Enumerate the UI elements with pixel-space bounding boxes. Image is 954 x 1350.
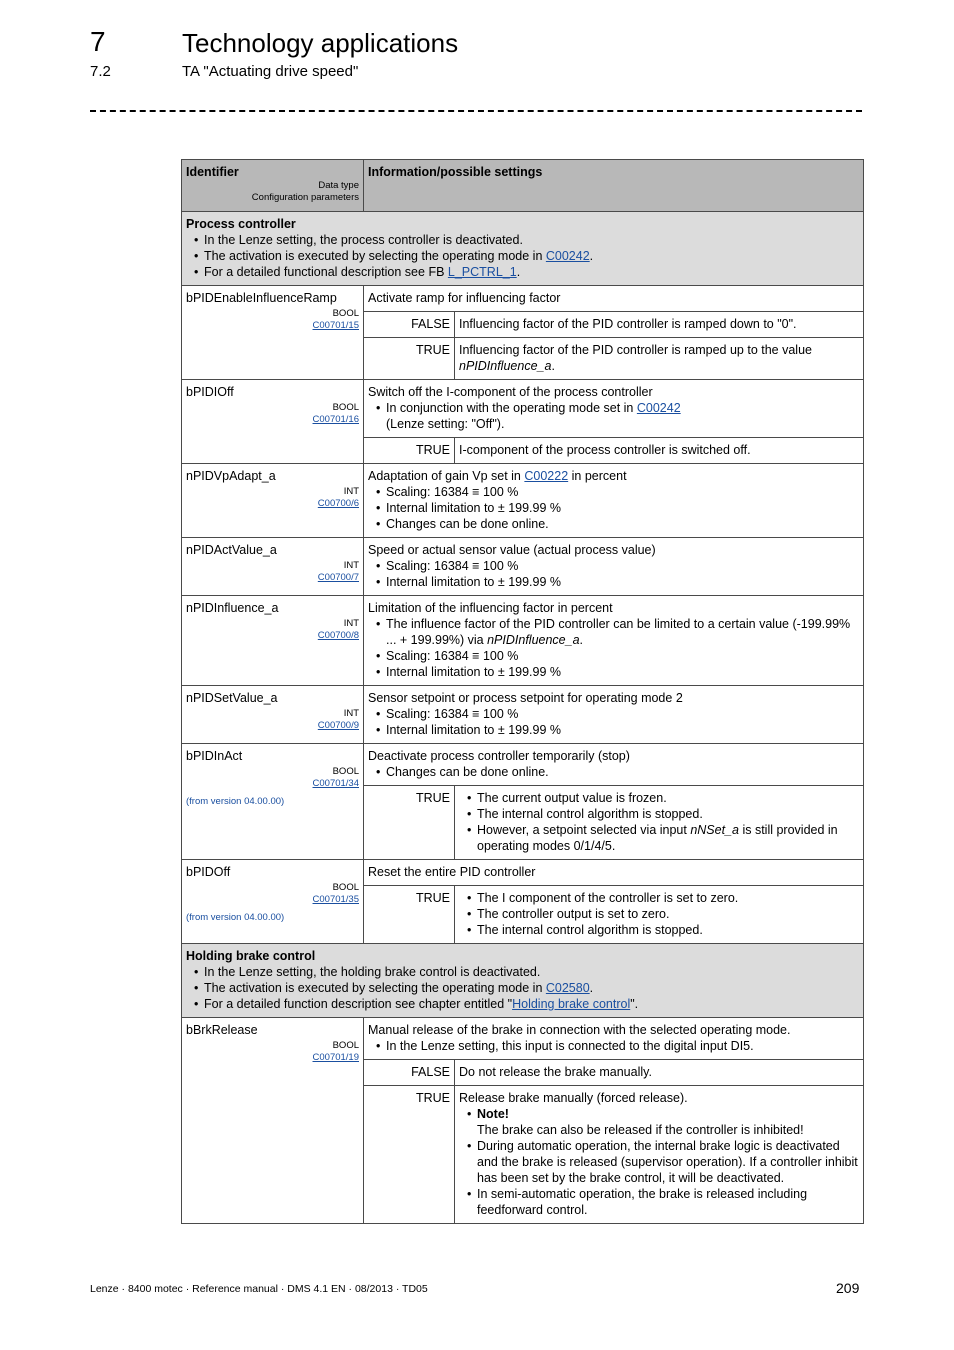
list-item: • Internal limitation to ± 199.99 %	[386, 574, 859, 590]
list-item: • Scaling: 16384 ≡ 100 %	[386, 706, 859, 722]
list-item: • The internal control algorithm is stopped.	[477, 806, 859, 822]
text: The influence factor of the PID controller can be limited to a certain value (-199.99% ... + 199.99%) via	[386, 617, 851, 647]
text: .	[551, 359, 555, 373]
identifier-cell	[182, 538, 364, 596]
text: In conjunction with the operating mode set in	[386, 401, 637, 415]
table-row	[182, 596, 864, 686]
table-header-row	[182, 160, 864, 212]
identifier-name: nPIDVpAdapt_a	[186, 469, 276, 483]
text: .	[589, 249, 594, 263]
description-text	[368, 468, 859, 484]
description-cell	[364, 744, 864, 786]
table-row	[182, 1018, 864, 1060]
bullet-list	[459, 1106, 859, 1218]
list-item: • In the Lenze setting, the holding brake control is deactivated.	[204, 964, 859, 980]
bullet-list	[368, 484, 859, 532]
list-item	[204, 264, 859, 280]
footer-document-info: Lenze · 8400 motec · Reference manual · DMS 4.1 EN · 08/2013 · TD05	[90, 1283, 428, 1295]
text: .	[589, 981, 594, 995]
identifier-cell	[182, 286, 364, 380]
table-row	[182, 380, 864, 438]
group-bullets	[186, 964, 859, 1012]
config-param-link[interactable]: C00701/19	[312, 1052, 359, 1063]
description-text: Manual release of the brake in connection with the selected operating mode.	[368, 1023, 791, 1037]
bullet-list	[368, 764, 859, 780]
text: .	[516, 265, 521, 279]
config-param-link[interactable]: C00700/9	[317, 720, 359, 731]
description-cell	[364, 538, 864, 596]
config-param-link[interactable]: C00700/6	[317, 498, 359, 509]
section-title: TA "Actuating drive speed"	[182, 63, 359, 80]
description-cell: Activate ramp for influencing factor	[364, 286, 864, 312]
list-item	[204, 980, 859, 996]
list-item: • Scaling: 16384 ≡ 100 %	[386, 484, 859, 500]
identifier-header	[182, 160, 364, 212]
description-cell: Reset the entire PID controller	[364, 860, 864, 886]
table-row	[182, 744, 864, 786]
value-description	[455, 338, 864, 380]
parameter-table	[181, 159, 864, 1224]
text: (Lenze setting: "Off").	[386, 417, 505, 431]
italic-text: nPIDInfluence_a	[487, 633, 580, 647]
value-description: I-component of the process controller is switched off.	[455, 438, 864, 464]
note-title: Note!	[477, 1107, 509, 1121]
italic-text: nPIDInfluence_a	[459, 359, 552, 373]
identifier-name: bPIDEnableInfluenceRamp	[186, 291, 337, 305]
text: .	[579, 633, 584, 647]
value-description	[455, 886, 864, 944]
identifier-name: nPIDInfluence_a	[186, 601, 279, 615]
bullet-list	[368, 558, 859, 590]
text: For a detailed function description see chapter entitled "	[204, 997, 513, 1011]
version-note: (from version 04.00.00)	[186, 912, 285, 923]
italic-text: nNSet_a	[690, 823, 739, 837]
value-description: Do not release the brake manually.	[455, 1060, 864, 1086]
config-param-link[interactable]: C00701/15	[312, 320, 359, 331]
table-row	[182, 464, 864, 538]
list-item: • In the Lenze setting, the process controller is deactivated.	[204, 232, 859, 248]
value-description	[455, 1086, 864, 1224]
config-param-link[interactable]: C00701/34	[312, 778, 359, 789]
identifier-cell	[182, 744, 364, 860]
description-cell	[364, 464, 864, 538]
value-label: TRUE	[364, 1086, 455, 1224]
data-type: BOOL	[332, 1040, 359, 1051]
identifier-cell	[182, 860, 364, 944]
link-c00242[interactable]: C00242	[545, 249, 590, 263]
list-item: • In the Lenze setting, this input is connected to the digital input DI5.	[386, 1038, 859, 1054]
identifier-name: nPIDActValue_a	[186, 543, 277, 557]
list-item: • The internal control algorithm is stopped.	[477, 922, 859, 938]
list-item	[477, 822, 859, 854]
list-item	[386, 616, 859, 648]
text: For a detailed functional description see FB	[204, 265, 448, 279]
data-type: BOOL	[332, 882, 359, 893]
value-text: Release brake manually (forced release).	[459, 1091, 688, 1105]
page-number: 209	[836, 1280, 860, 1296]
description-text: Sensor setpoint or process setpoint for operating mode 2	[368, 691, 683, 705]
value-label: TRUE	[364, 438, 455, 464]
group-holding-brake	[182, 944, 864, 1018]
table-row	[182, 860, 864, 886]
config-param-link[interactable]: C00701/16	[312, 414, 359, 425]
data-type-header-label: Data type	[318, 180, 359, 191]
identifier-name: bPIDIOff	[186, 385, 234, 399]
text: is still provided in operating modes 0/1/4/5.	[477, 823, 838, 853]
description-text: Deactivate process controller temporarily (stop)	[368, 749, 630, 763]
list-item: • The controller output is set to zero.	[477, 906, 859, 922]
group-cell	[182, 944, 864, 1018]
value-label: TRUE	[364, 886, 455, 944]
section-number: 7.2	[90, 63, 111, 80]
link-c00242[interactable]: C00242	[636, 401, 681, 415]
list-item: • Scaling: 16384 ≡ 100 %	[386, 648, 859, 664]
description-cell	[364, 1018, 864, 1060]
identifier-cell	[182, 464, 364, 538]
group-title: Holding brake control	[186, 949, 316, 963]
value-label: TRUE	[364, 338, 455, 380]
list-item: • Internal limitation to ± 199.99 %	[386, 500, 859, 516]
version-note: (from version 04.00.00)	[186, 796, 285, 807]
link-l-pctrl-1[interactable]: L_PCTRL_1	[447, 265, 517, 279]
data-type: BOOL	[332, 766, 359, 777]
link-c02580[interactable]: C02580	[545, 981, 590, 995]
list-item: • Changes can be done online.	[386, 516, 859, 532]
bullet-list	[368, 400, 859, 432]
bullet-list	[368, 1038, 859, 1054]
description-cell	[364, 380, 864, 438]
bullet-list	[459, 890, 859, 938]
chapter-number: 7	[90, 26, 106, 57]
list-item	[204, 248, 859, 264]
identifier-name: bPIDInAct	[186, 749, 243, 763]
note-text: The brake can also be released if the controller is inhibited!	[477, 1123, 804, 1137]
bullet-list	[459, 790, 859, 854]
text: Adaptation of gain Vp set in	[368, 469, 525, 483]
data-type: INT	[343, 708, 359, 719]
list-item: • Internal limitation to ± 199.99 %	[386, 664, 859, 680]
table-row	[182, 538, 864, 596]
value-label: TRUE	[364, 786, 455, 860]
description-text: Speed or actual sensor value (actual process value)	[368, 543, 656, 557]
info-header	[364, 160, 864, 212]
list-item	[386, 400, 859, 432]
description-cell	[364, 596, 864, 686]
text: The activation is executed by selecting the operating mode in	[204, 981, 546, 995]
list-item: • Changes can be done online.	[386, 764, 859, 780]
text: in percent	[568, 469, 627, 483]
identifier-cell	[182, 1018, 364, 1224]
group-bullets	[186, 232, 859, 280]
description-cell	[364, 686, 864, 744]
list-item: • The I component of the controller is set to zero.	[477, 890, 859, 906]
list-item: • During automatic operation, the internal brake logic is deactivated and the brake is released (supervisor operation). If a controller inhibit has been set by the brake control, it will be deactivated.	[477, 1138, 859, 1186]
group-cell	[182, 212, 864, 286]
text: ".	[630, 997, 639, 1011]
config-param-link[interactable]: C00701/35	[312, 894, 359, 905]
config-param-link[interactable]: C00700/7	[317, 572, 359, 583]
table-row	[182, 686, 864, 744]
config-param-link[interactable]: C00700/8	[317, 630, 359, 641]
value-description: Influencing factor of the PID controller is ramped down to "0".	[455, 312, 864, 338]
group-process-controller	[182, 212, 864, 286]
list-item: • The current output value is frozen.	[477, 790, 859, 806]
identifier-name: bBrkRelease	[186, 1023, 258, 1037]
list-item	[204, 996, 859, 1012]
config-params-header-label: Configuration parameters	[251, 192, 359, 203]
identifier-name: nPIDSetValue_a	[186, 691, 278, 705]
text: The activation is executed by selecting the operating mode in	[204, 249, 546, 263]
list-item: • Internal limitation to ± 199.99 %	[386, 722, 859, 738]
data-type: INT	[343, 618, 359, 629]
text: Influencing factor of the PID controller is ramped up to the value	[459, 343, 812, 357]
value-label: FALSE	[364, 312, 455, 338]
list-item	[477, 1106, 859, 1138]
group-title: Process controller	[186, 217, 296, 231]
data-type: INT	[343, 560, 359, 571]
bullet-list	[368, 616, 859, 680]
table-row	[182, 286, 864, 312]
list-item: • Scaling: 16384 ≡ 100 %	[386, 558, 859, 574]
identifier-cell	[182, 686, 364, 744]
value-description	[455, 786, 864, 860]
identifier-cell	[182, 596, 364, 686]
link-c00222[interactable]: C00222	[524, 469, 569, 483]
data-type: INT	[343, 486, 359, 497]
identifier-header-label: Identifier	[186, 165, 239, 179]
identifier-name: bPIDOff	[186, 865, 231, 879]
link-holding-brake-control[interactable]: Holding brake control	[512, 997, 631, 1011]
data-type: BOOL	[332, 402, 359, 413]
description-text: Switch off the I-component of the process controller	[368, 385, 653, 399]
text: However, a setpoint selected via input	[477, 823, 691, 837]
data-type: BOOL	[332, 308, 359, 319]
chapter-title: Technology applications	[182, 28, 459, 58]
info-header-label: Information/possible settings	[368, 165, 543, 179]
identifier-cell	[182, 380, 364, 464]
value-label: FALSE	[364, 1060, 455, 1086]
bullet-list	[368, 706, 859, 738]
description-text: Limitation of the influencing factor in percent	[368, 601, 613, 615]
header-divider	[90, 110, 862, 112]
list-item: • In semi-automatic operation, the brake is released including feedforward control.	[477, 1186, 859, 1218]
